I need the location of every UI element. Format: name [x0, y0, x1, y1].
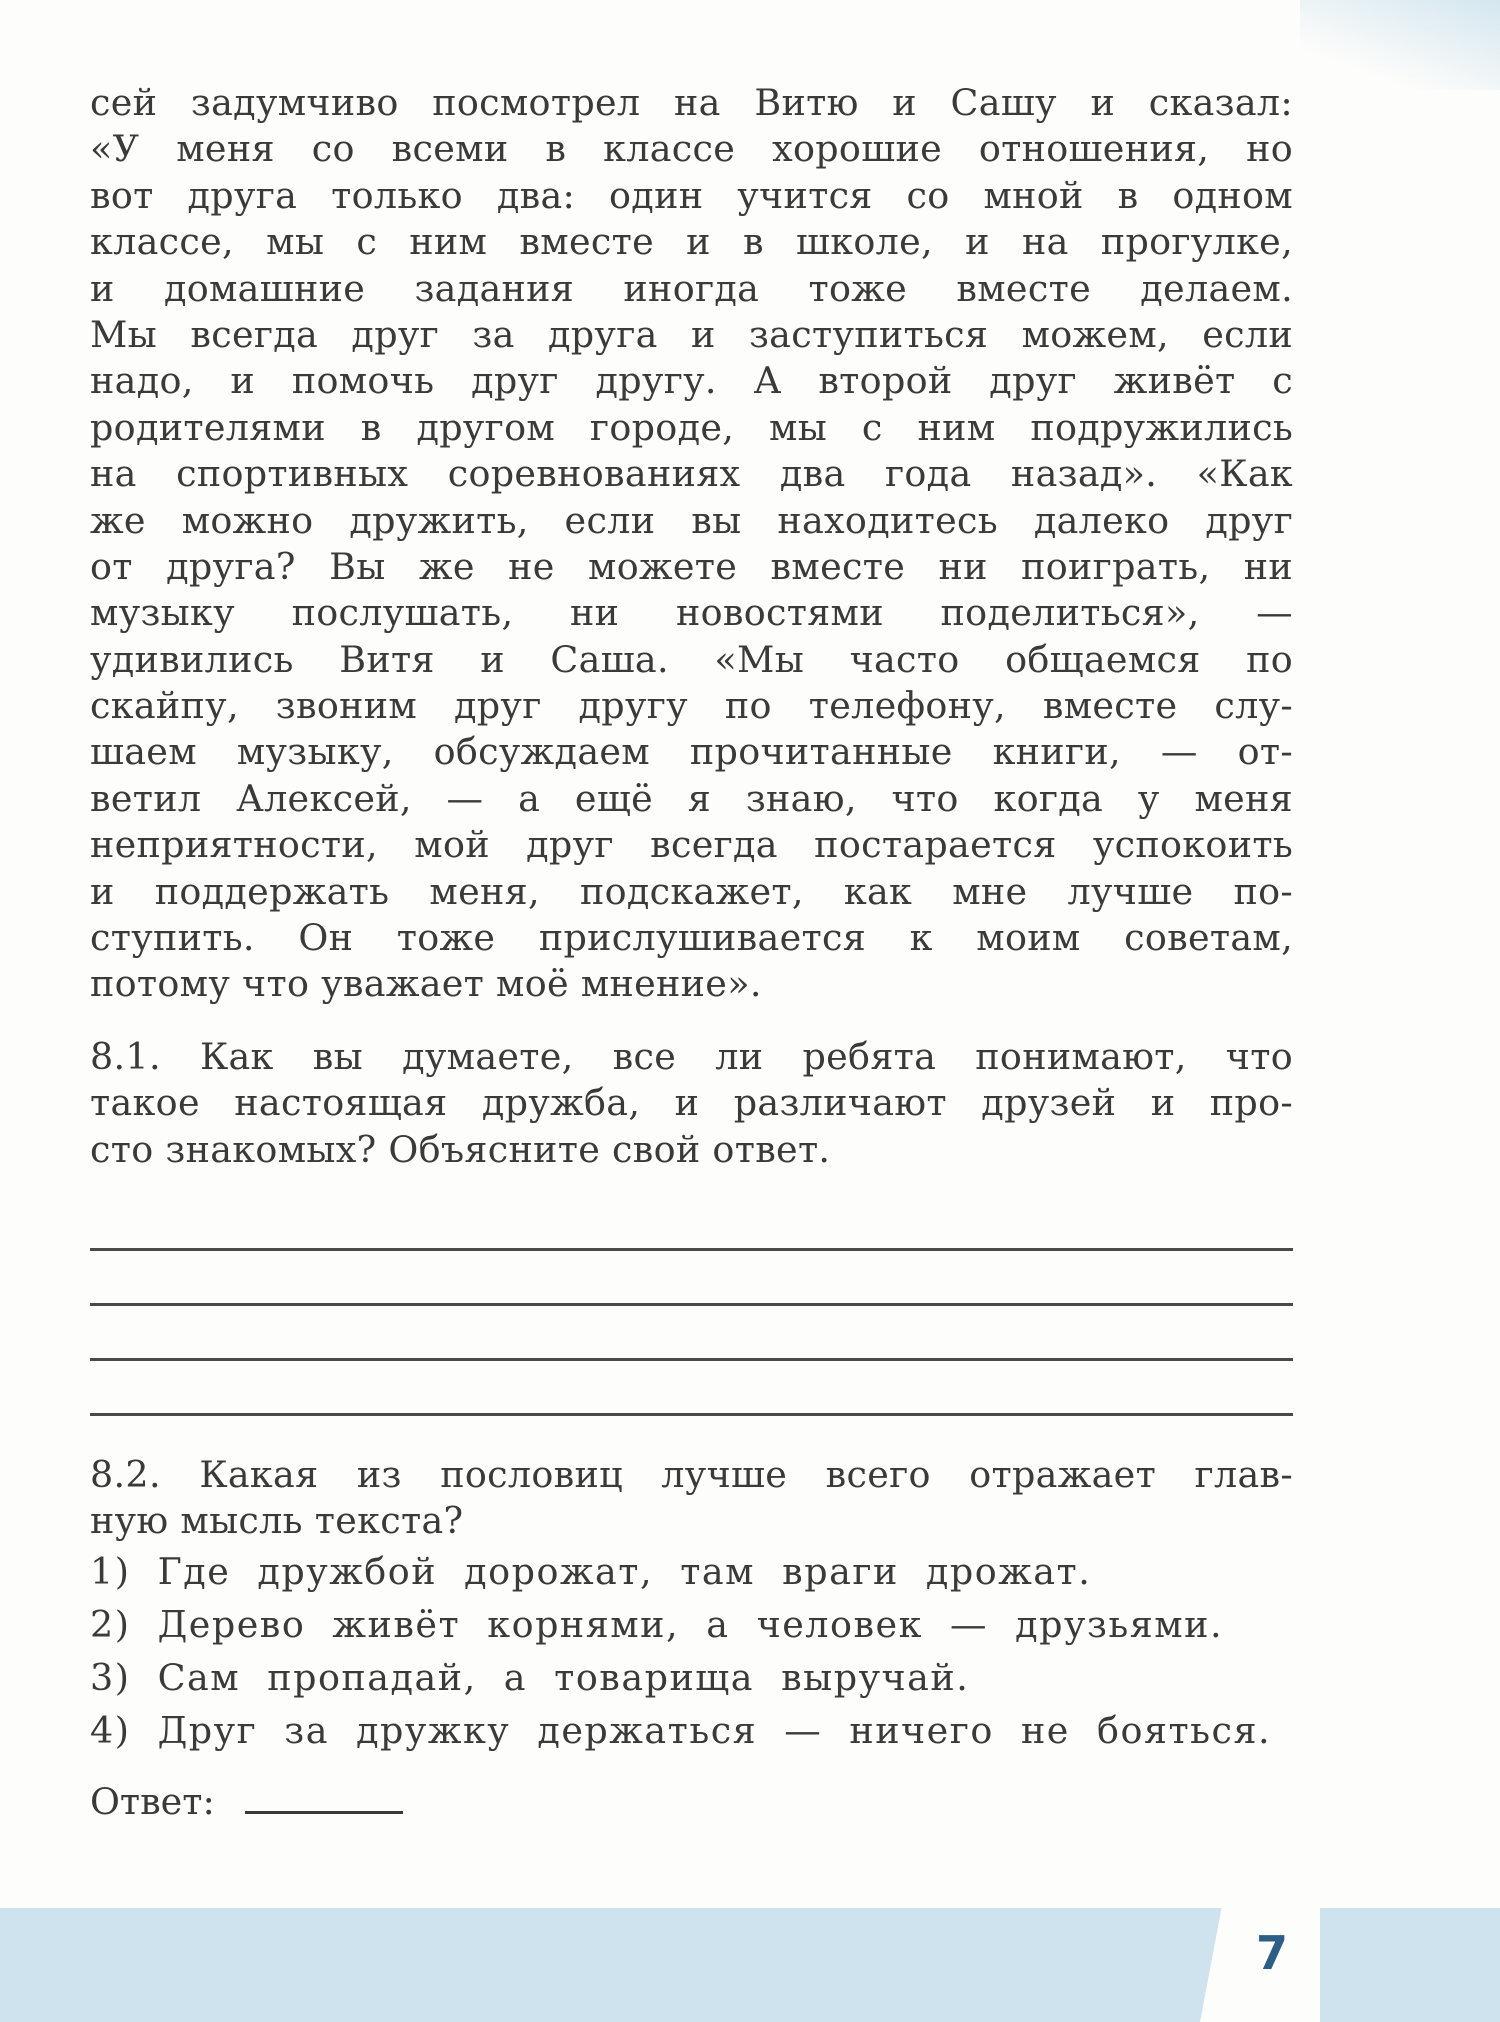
- answer-label: Ответ:: [90, 1779, 215, 1823]
- passage-line: ступить. Он тоже прислушивается к моим советам,: [90, 916, 1293, 960]
- page-number: 7: [1255, 1926, 1288, 1980]
- passage-line: удивились Витя и Саша. «Мы часто общаемся по: [90, 637, 1293, 681]
- passage-text: [90, 80, 1293, 1008]
- answer-line[interactable]: [90, 1361, 1293, 1416]
- passage-line: и домашние задания иногда тоже вместе делаем.: [90, 266, 1293, 310]
- answer-option-4: 4) Друг за дружку держаться — ничего не бояться.: [90, 1708, 1272, 1752]
- passage-line: же можно дружить, если вы находитесь далеко друг: [90, 498, 1293, 542]
- question-8-2: [90, 1452, 1293, 1827]
- answer-option-3: 3) Сам пропадай, а товарища выручай.: [90, 1655, 970, 1699]
- passage-line: скайпу, звоним друг другу по телефону, вместе слу-: [90, 684, 1293, 728]
- passage-line: Мы всегда друг за друга и заступиться можем, если: [90, 312, 1293, 356]
- passage-line: «У меня со всеми в классе хорошие отношения, но: [90, 127, 1293, 171]
- question-line: ную мысль текста?: [90, 1499, 464, 1543]
- answer-option-2: 2) Дерево живёт корнями, а человек — друзьями.: [90, 1602, 1224, 1646]
- corner-tint: [1300, 0, 1500, 90]
- passage-line: вот друга только два: один учится со мной в одном: [90, 173, 1293, 217]
- passage-line: надо, и помочь друг другу. А второй друг живёт с: [90, 359, 1293, 403]
- page-content: [90, 80, 1293, 1827]
- answer-row: [90, 1777, 1293, 1827]
- passage-line: и поддержать меня, подскажет, как мне лучше по-: [90, 869, 1293, 913]
- question-line: 8.1. Как вы думаете, все ли ребята понимают, что: [90, 1034, 1293, 1078]
- spacer: [90, 1416, 1293, 1452]
- spacer: [90, 1008, 1293, 1034]
- answer-line[interactable]: [90, 1251, 1293, 1306]
- passage-line: классе, мы с ним вместе и в школе, и на прогулке,: [90, 220, 1293, 264]
- answer-writing-area[interactable]: [90, 1213, 1293, 1416]
- passage-line: музыку послушать, ни новостями поделиться», —: [90, 591, 1293, 635]
- passage-line: на спортивных соревнованиях два года назад». «Как: [90, 452, 1293, 496]
- passage-line: шаем музыку, обсуждаем прочитанные книги, — от-: [90, 730, 1293, 774]
- question-line: такое настоящая дружба, и различают друзей и про-: [90, 1081, 1293, 1125]
- passage-line: родителями в другом городе, мы с ним подружились: [90, 405, 1293, 449]
- passage-line: сей задумчиво посмотрел на Витю и Сашу и сказал:: [90, 81, 1293, 124]
- answer-option-1: 1) Где дружбой дорожат, там враги дрожат.: [90, 1549, 1092, 1593]
- passage-line: неприятности, мой друг всегда постарается успокоить: [90, 823, 1293, 867]
- answer-line[interactable]: [90, 1213, 1293, 1251]
- passage-line: потому что уважает моё мнение».: [90, 962, 762, 1006]
- question-8-1: [90, 1034, 1293, 1173]
- question-line: 8.2. Какая из пословиц лучше всего отражает глав-: [90, 1452, 1293, 1496]
- answer-line[interactable]: [90, 1306, 1293, 1361]
- answer-blank[interactable]: [245, 1781, 403, 1814]
- question-line: сто знакомых? Объясните свой ответ.: [90, 1127, 831, 1171]
- passage-line: ветил Алексей, — а ещё я знаю, что когда у меня: [90, 776, 1293, 820]
- passage-line: от друга? Вы же не можете вместе ни поиграть, ни: [90, 544, 1293, 588]
